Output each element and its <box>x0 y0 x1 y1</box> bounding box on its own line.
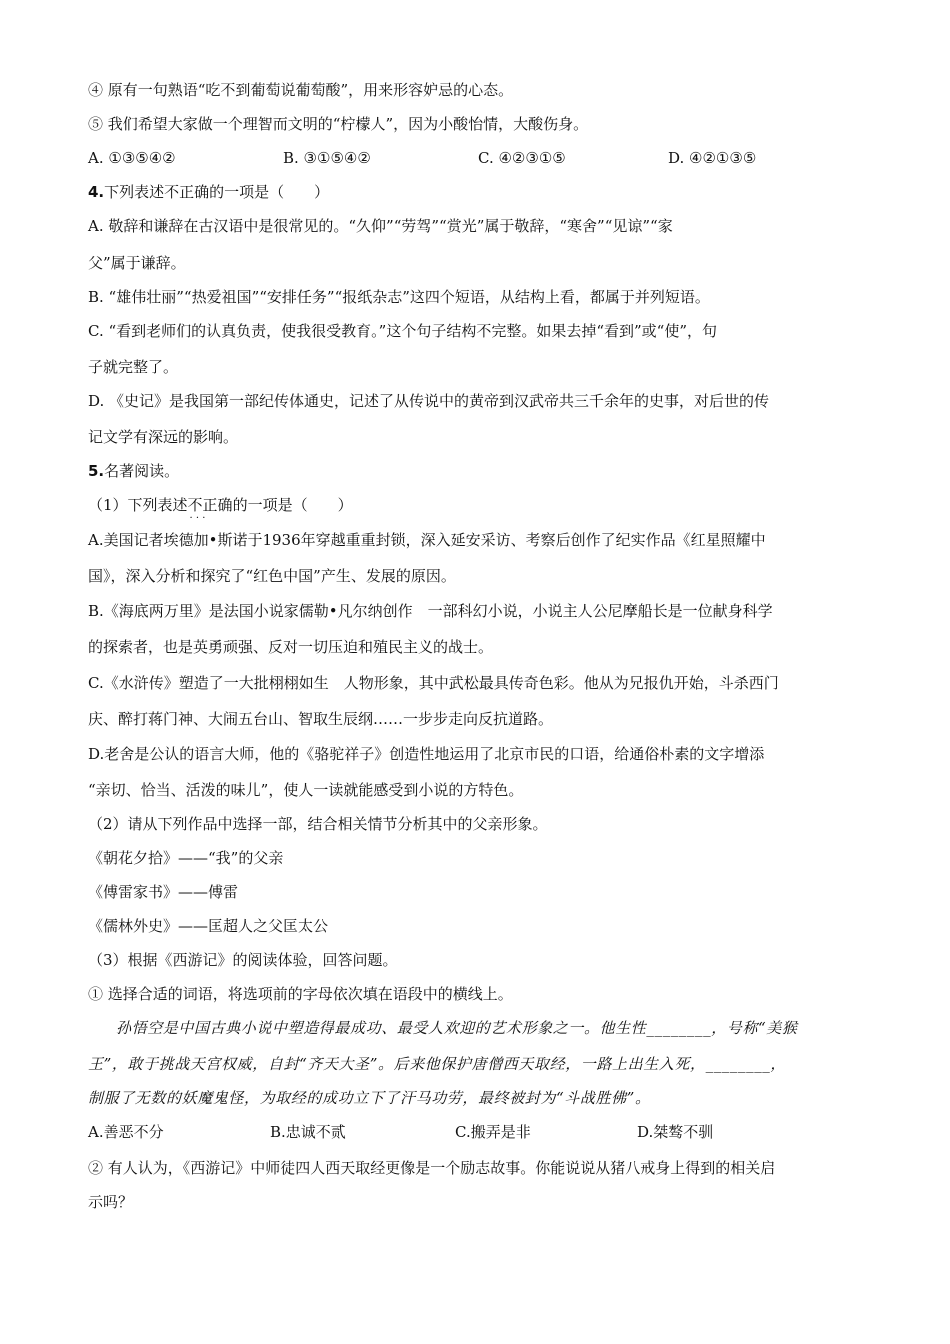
q5-sub1-line: C.《水浒传》塑造了一大批栩栩如生 人物形象，其中武松最具传奇色彩。他从为兄报仇开始，斗杀西门 <box>88 674 779 692</box>
q4-line: B. “雄伟壮丽”“热爱祖国”“安排任务”“报纸杂志”这四个短语，从结构上看，都属于并列短语。 <box>88 288 710 306</box>
q5-sub3-question-line: ② 有人认为，《西游记》中师徒四人西天取经更像是一个励志故事。你能说说从猪八戒身上得到的相关启 <box>88 1159 776 1177</box>
q5-sub2-line: 《儒林外史》——匡超人之父匡太公 <box>88 917 329 935</box>
passage-line: 王”，敢于挑战天宫权威，自封“齐天大圣”。后来他保护唐僧西天取经，一路上出生入死，________， <box>88 1055 787 1073</box>
q4-stem-text: 下列表述不正确的一项是（ ） <box>104 183 330 201</box>
q4-line: D. 《史记》是我国第一部纪传体通史，记述了从传说中的黄帝到汉武帝共三千余年的史事，对后世的传 <box>88 392 770 410</box>
q5-stem <box>88 461 179 481</box>
q3-option-c: C. ④②③①⑤ <box>478 149 566 167</box>
q3-option-b: B. ③①⑤④② <box>283 149 371 167</box>
passage-option-a: A.善恶不分 <box>88 1123 164 1141</box>
q4-stem <box>88 182 329 202</box>
q5-sub1-line: D.老舍是公认的语言大师，他的《骆驼祥子》创造性地运用了北京市民的口语，给通俗朴素的文字增添 <box>88 745 765 763</box>
q5-sub1-emphasis: 不正确 · · · <box>188 496 233 514</box>
q4-line: C. “看到老师们的认真负责，使我很受教育。”这个句子结构不完整。如果去掉“看到”或“使”，句 <box>88 322 717 340</box>
q5-sub1-line: A.美国记者埃德加•斯诺于1936年穿越重重封锁，深入延安采访、考察后创作了纪实作品《红星照耀中 <box>88 531 766 549</box>
q5-sub3-line: （3）根据《西游记》的阅读体验，回答问题。 <box>88 951 398 969</box>
q3-option-d: D. ④②①③⑤ <box>668 149 757 167</box>
q5-sub3-line: ① 选择合适的词语，将选项前的字母依次填在语段中的横线上。 <box>88 985 513 1003</box>
q5-stem-text: 名著阅读。 <box>104 462 180 480</box>
q4-line: 记文学有深远的影响。 <box>88 428 239 446</box>
q5-number: 5. <box>88 462 105 480</box>
q5-sub1-line: 的探索者，也是英勇顽强、反对一切压迫和殖民主义的战士。 <box>88 638 494 656</box>
q5-sub2-line: 《傅雷家书》——傅雷 <box>88 883 239 901</box>
q5-sub1-line: 庆、醉打蒋门神、大闹五台山、智取生辰纲……一步步走向反抗道路。 <box>88 710 554 728</box>
q5-sub1-line: B.《海底两万里》是法国小说家儒勒•凡尔纳创作 一部科幻小说，小说主人公尼摩船长是一位献身科学 <box>88 602 773 620</box>
q4-line: 父”属于谦辞。 <box>88 254 186 272</box>
q4-line: 子就完整了。 <box>88 358 179 376</box>
passage-option-c: C.搬弄是非 <box>455 1123 531 1141</box>
q5-sub1-prefix: （1）下列表述 <box>88 496 188 514</box>
passage-line: 孙悟空是中国古典小说中塑造得最成功、最受人欢迎的艺术形象之一。他生性________，号称“美猴 <box>116 1019 798 1037</box>
q5-sub1-suffix: 的一项是（ ） <box>232 496 353 514</box>
q5-sub1-stem <box>88 495 353 515</box>
q3-option-a: A. ①③⑤④② <box>88 149 176 167</box>
q4-number: 4. <box>88 183 105 201</box>
q3-item-4: ④ 原有一句熟语“吃不到葡萄说葡萄酸”，用来形容妒忌的心态。 <box>88 81 514 99</box>
q3-item-5: ⑤ 我们希望大家做一个理智而文明的“柠檬人”，因为小酸怡情，大酸伤身。 <box>88 115 589 133</box>
passage-option-b: B.忠诚不贰 <box>270 1123 346 1141</box>
passage-option-d: D.桀骜不驯 <box>637 1123 714 1141</box>
q4-line: A. 敬辞和谦辞在古汉语中是很常见的。“久仰”“劳驾”“赏光”属于敬辞，“寒舍”“见谅”“家 <box>88 217 673 235</box>
q5-sub1-line: “亲切、恰当、活泼的味儿”，使人一读就能感受到小说的方特色。 <box>88 781 524 799</box>
passage-line: 制服了无数的妖魔鬼怪，为取经的成功立下了汗马功劳，最终被封为“斗战胜佛”。 <box>88 1089 651 1107</box>
q5-sub2-line: （2）请从下列作品中选择一部，结合相关情节分析其中的父亲形象。 <box>88 815 548 833</box>
q5-sub2-line: 《朝花夕拾》——“我”的父亲 <box>88 849 284 867</box>
q5-sub3-question-line: 示吗？ <box>88 1193 134 1211</box>
q5-sub1-line: 国》，深入分析和探究了“红色中国”产生、发展的原因。 <box>88 567 456 585</box>
